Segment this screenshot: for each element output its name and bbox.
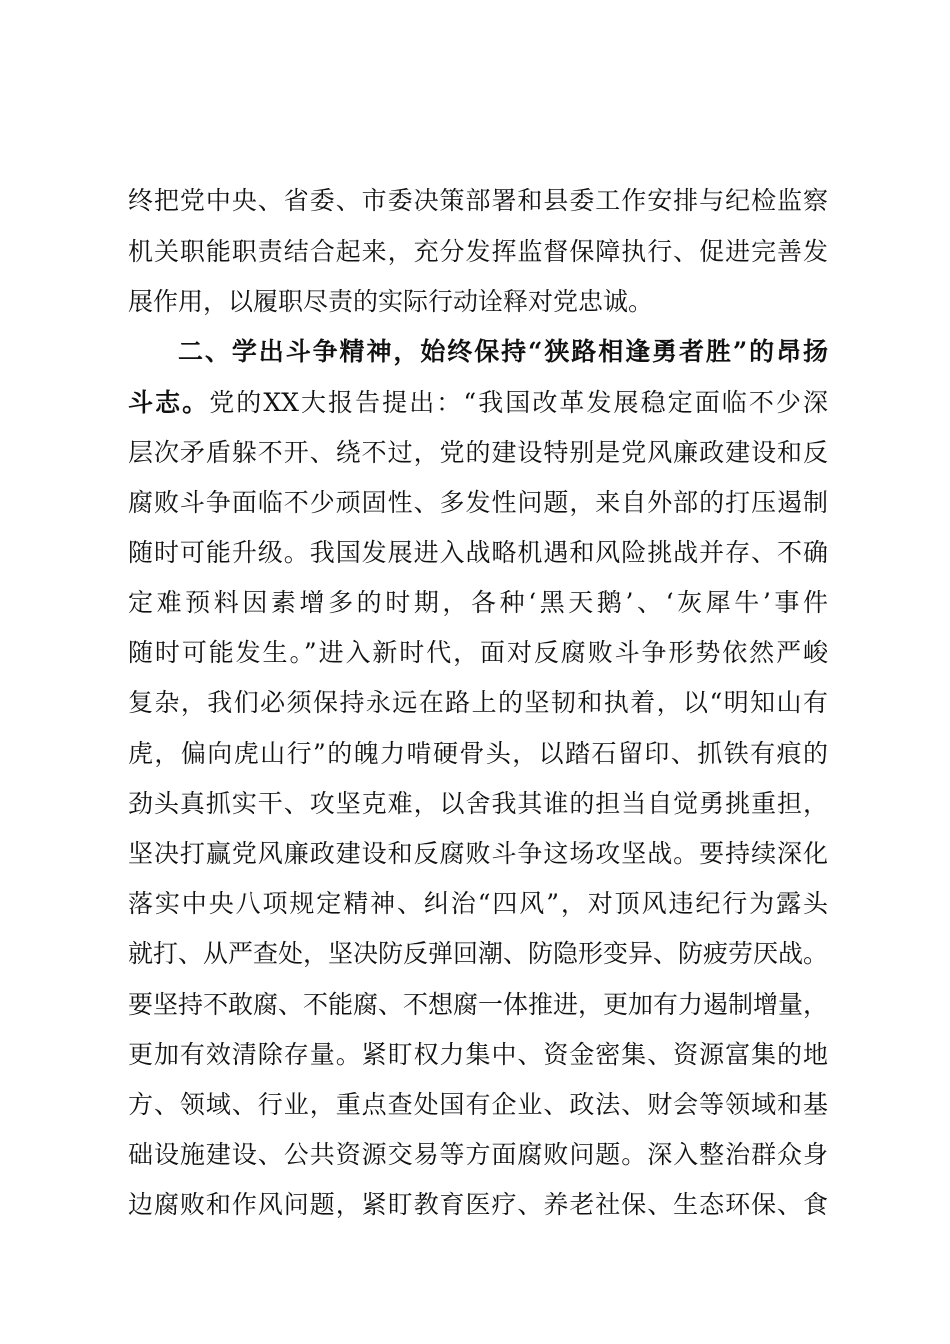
paragraph-2-line-14: 更加有效清除存量。紧盯权力集中、资金密集、资源富集的地 bbox=[128, 1040, 828, 1069]
paragraph-2-line-13: 要坚持不敢腐、不能腐、不想腐一体推进，更加有力遏制增量， bbox=[128, 990, 829, 1019]
paragraph-2-line-10: 坚决打赢党风廉政建设和反腐败斗争这场攻坚战。要持续深化 bbox=[128, 839, 828, 868]
paragraph-2-line-8: 虎，偏向虎山行”的魄力啃硬骨头，以踏石留印、抓铁有痕的 bbox=[128, 739, 828, 768]
paragraph-2-line-4: 随时可能升级。我国发展进入战略机遇和风险挑战并存、不确 bbox=[128, 538, 828, 567]
paragraph-1-line-1: 终把党中央、省委、市委决策部署和县委工作安排与纪检监察 bbox=[128, 186, 828, 215]
paragraph-2-line-7: 复杂，我们必须保持永远在路上的坚韧和执着，以“明知山有 bbox=[128, 688, 828, 717]
paragraph-2-line-11: 落实中央八项规定精神、纠治“四风”，对顶风违纪行为露头 bbox=[128, 889, 828, 918]
section-heading-end: 斗志。 bbox=[128, 388, 210, 417]
section-heading: 二、学出斗争精神，始终保持“狭路相逢勇者胜”的昂扬 bbox=[178, 337, 828, 366]
paragraph-2-line-1 bbox=[128, 384, 828, 422]
paragraph-1-line-2: 机关职能职责结合起来，充分发挥监督保障执行、促进完善发 bbox=[128, 237, 828, 266]
paragraph-1-line-3: 展作用，以履职尽责的实际行动诠释对党忠诚。 bbox=[128, 287, 654, 316]
paragraph-2-line-15: 方、领域、行业，重点查处国有企业、政法、财会等领域和基 bbox=[128, 1090, 828, 1119]
paragraph-2-line-12: 就打、从严查处，坚决防反弹回潮、防隐形变异、防疲劳厌战。 bbox=[128, 939, 829, 968]
paragraph-2-line-2: 层次矛盾躲不开、绕不过，党的建设特别是党风廉政建设和反 bbox=[128, 438, 828, 467]
paragraph-2-line-6: 随时可能发生。”进入新时代，面对反腐败斗争形势依然严峻 bbox=[128, 638, 828, 667]
paragraph-2-line-17: 边腐败和作风问题，紧盯教育医疗、养老社保、生态环保、食 bbox=[128, 1190, 828, 1219]
paragraph-2-line-1-text: 党的XX大报告提出：“我国改革发展稳定面临不少深 bbox=[209, 388, 828, 417]
paragraph-2-line-16: 础设施建设、公共资源交易等方面腐败问题。深入整治群众身 bbox=[128, 1140, 828, 1169]
paragraph-2-line-3: 腐败斗争面临不少顽固性、多发性问题，来自外部的打压遏制 bbox=[128, 488, 828, 517]
paragraph-2-line-9: 劲头真抓实干、攻坚克难，以舍我其谁的担当自觉勇挑重担， bbox=[128, 789, 828, 818]
paragraph-2-line-5: 定难预料因素增多的时期，各种‘黑天鹅’、‘灰犀牛’事件 bbox=[128, 588, 828, 617]
